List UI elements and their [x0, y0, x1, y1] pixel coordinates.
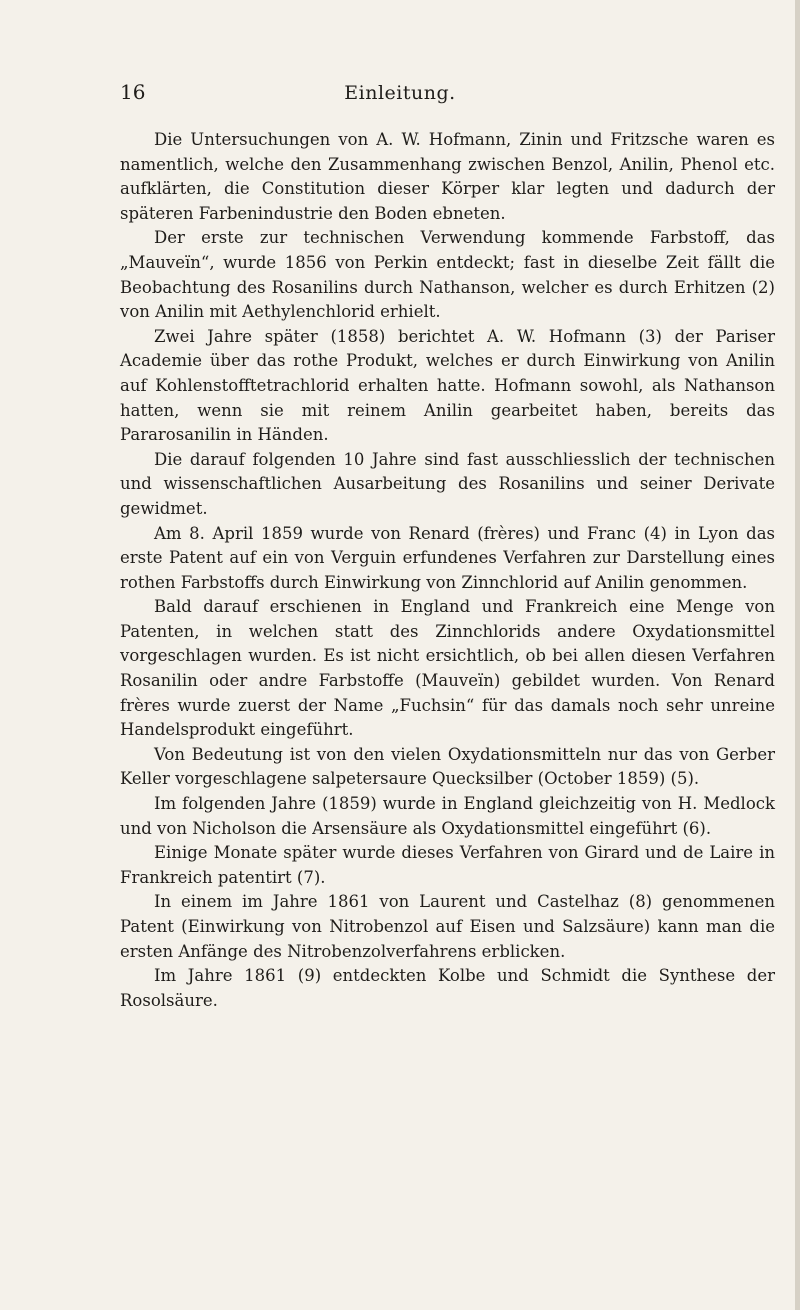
- paragraph: Die Untersuchungen von A. W. Hofmann, Zinin und Fritzsche waren es namentlich, welche den Zusammenhang zwischen Benzol, Anilin, Phenol etc. aufklärten, die Constitution dieser Körper klar legten und dadurch der späteren Farbenindustrie den Boden ebneten.: [120, 130, 775, 223]
- paragraph: Im Jahre 1861 (9) entdeckten Kolbe und Schmidt die Synthese der Rosolsäure.: [120, 966, 775, 1010]
- paragraph: Bald darauf erschienen in England und Frankreich eine Menge von Patenten, in welchen statt des Zinnchlorids andere Oxydationsmittel vorgeschlagen wurden. Es ist nicht ersichtlich, ob bei allen diesen Verfahren Rosanilin oder andre Farbstoffe (Mauveïn) gebildet wurden. Von Renard frères wurde zuerst der Name „Fuchsin“ für das damals noch sehr unreine Handelsprodukt eingeführt.: [120, 597, 775, 740]
- paragraph: In einem im Jahre 1861 von Laurent und Castelhaz (8) genommenen Patent (Einwirkung von Nitrobenzol auf Eisen und Salzsäure) kann man die ersten Anfänge des Nitrobenzolverfahrens erblicken.: [120, 892, 775, 961]
- paragraph: Im folgenden Jahre (1859) wurde in England gleichzeitig von H. Medlock und von Nicholson die Arsensäure als Oxydationsmittel eingeführt (6).: [120, 794, 775, 838]
- paragraph: Am 8. April 1859 wurde von Renard (frères) und Franc (4) in Lyon das erste Patent auf ein von Verguin erfundenes Verfahren zur Darstellung eines rothen Farbstoffs durch Einwirkung von Zinnchlorid auf Anilin genommen.: [120, 523, 775, 592]
- paragraph: Zwei Jahre später (1858) berichtet A. W. Hofmann (3) der Pariser Academie über das rothe Produkt, welches er durch Einwirkung von Anilin auf Kohlenstofftetrachlorid erhalten hatte. Hofmann sowohl, als Nathanson hatten, wenn sie mit reinem Anilin gearbeitet haben, bereits das Pararosanilin in Händen.: [120, 326, 775, 445]
- paragraph: Die darauf folgenden 10 Jahre sind fast ausschliesslich der technischen und wissenschaftlichen Ausarbeitung des Rosanilins und seiner Derivate gewidmet.: [120, 449, 775, 518]
- page-edge-shadow: [795, 0, 800, 1310]
- page-number: 16: [120, 80, 146, 104]
- paragraph: Von Bedeutung ist von den vielen Oxydationsmitteln nur das von Gerber Keller vorgeschlagene salpetersaure Quecksilber (October 1859) (5).: [120, 744, 775, 789]
- page-header: [120, 80, 680, 112]
- body-text: [120, 128, 775, 1013]
- paragraph: Einige Monate später wurde dieses Verfahren von Girard und de Laire in Frankreich patentirt (7).: [120, 843, 775, 887]
- running-head: Einleitung.: [344, 82, 456, 104]
- paragraph: Der erste zur technischen Verwendung kommende Farbstoff, das „Mauveïn“, wurde 1856 von Perkin entdeckt; fast in dieselbe Zeit fällt die Beobachtung des Rosanilins durch Nathanson, welcher es durch Erhitzen (2) von Anilin mit Aethylenchlorid erhielt.: [120, 228, 775, 322]
